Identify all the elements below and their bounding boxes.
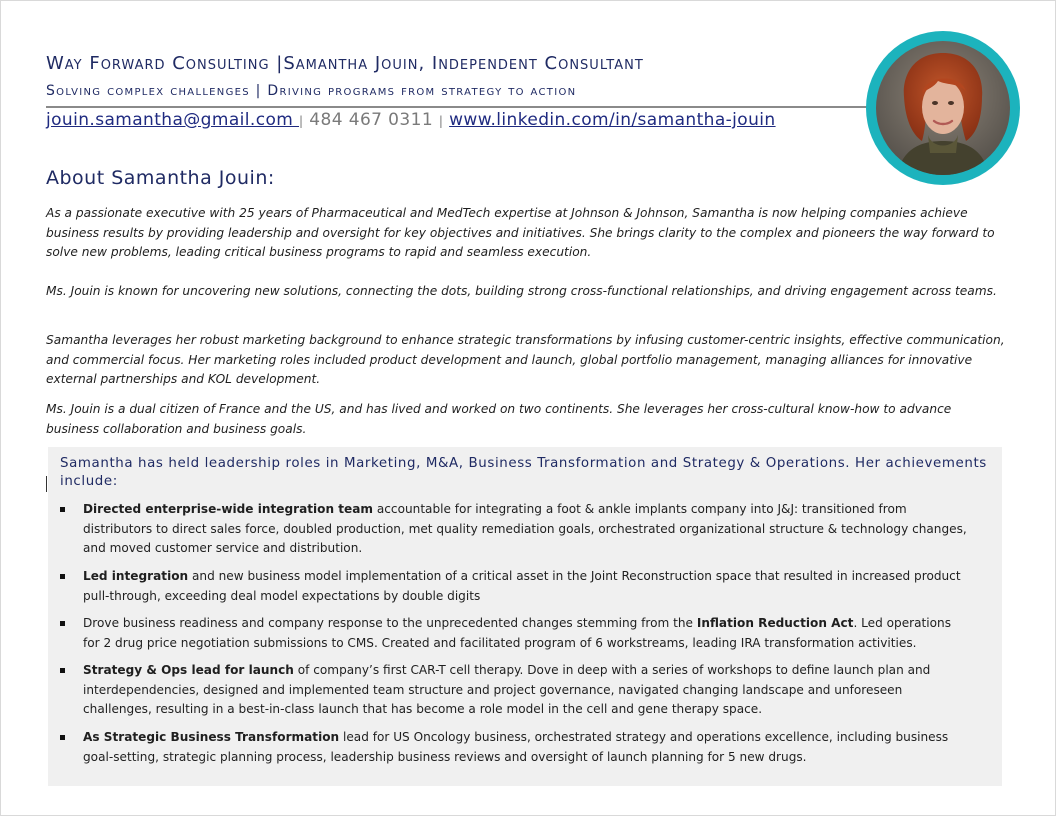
achievement-body: . Led operations for 2 drug price negotiation submissions to CMS. Created and facilitated program of 6 workstreams, leading IRA transformation activities. — [83, 616, 951, 650]
header-divider — [46, 106, 868, 108]
phone-number: 484 467 0311 — [303, 110, 434, 130]
contact-separator: | — [299, 114, 304, 128]
achievement-text — [83, 567, 970, 606]
linkedin-link[interactable]: www.linkedin.com/in/samantha-jouin — [449, 110, 776, 130]
bullet-square-icon — [60, 735, 65, 740]
achievement-text — [83, 614, 970, 653]
achievement-text — [83, 500, 970, 559]
about-paragraph: As a passionate executive with 25 years of Pharmaceutical and MedTech expertise at Johnson & Johnson, Samantha is now helping companies achieve business results by providing leadership and oversight for key objectives and initiatives. She brings clarity to the complex and pioneers the way forward to solve new problems, leading critical business programs to rapid and seamless execution. — [46, 206, 995, 260]
achievement-body: lead for US Oncology business, orchestrated strategy and operations excellence, including business goal-setting, strategic planning process, leadership business reviews and oversight of launch planning for 5 new drugs. — [83, 730, 949, 764]
bullet-square-icon — [60, 621, 65, 626]
portrait-photo — [876, 41, 1010, 175]
email-link[interactable]: jouin.samantha@gmail.com — [46, 110, 300, 130]
achievement-body: of company’s first CAR-T cell therapy. Dove in deep with a series of workshops to define launch plan and interdependencies, designed and implemented team structure and project governance, navigated changing landscape and unforeseen challenges, resulting in a best-in-class launch that has become a role model in the cell and gene therapy space. — [83, 663, 931, 716]
achievement-lead: Strategy & Ops lead for launch — [83, 663, 294, 677]
profile-photo-frame — [866, 31, 1020, 185]
header-title: Way Forward Consulting |Samantha Jouin, Independent Consultant — [46, 53, 644, 74]
about-heading: About Samantha Jouin: — [46, 167, 275, 189]
achievement-item — [60, 567, 970, 606]
achievement-text — [83, 728, 970, 767]
achievement-item — [60, 614, 970, 653]
header-tagline: Solving complex challenges | Driving programs from strategy to action — [46, 83, 577, 99]
portrait-photo-icon — [876, 41, 1010, 175]
about-paragraph: Ms. Jouin is known for uncovering new solutions, connecting the dots, building strong cross-functional relationships, and driving engagement across teams. — [46, 284, 997, 298]
achievement-text — [83, 661, 970, 720]
text-cursor — [46, 476, 47, 492]
achievements-heading: Samantha has held leadership roles in Marketing, M&A, Business Transformation and Strategy & Operations. Her achievements include: — [60, 456, 987, 489]
achievement-item — [60, 500, 970, 559]
achievement-lead: Directed enterprise-wide integration team — [83, 502, 374, 516]
about-paragraph: Ms. Jouin is a dual citizen of France and the US, and has lived and worked on two continents. She leverages her cross-cultural know-how to advance business collaboration and business goals. — [46, 402, 952, 436]
bullet-square-icon — [60, 668, 65, 673]
achievement-lead: Inflation Reduction Act — [696, 616, 854, 630]
contact-separator: | — [438, 114, 444, 128]
contact-row — [46, 110, 776, 130]
achievement-item — [60, 661, 970, 720]
bullet-square-icon — [60, 507, 65, 512]
bullet-square-icon — [60, 574, 65, 579]
achievement-lead: As Strategic Business Transformation — [83, 730, 340, 744]
achievement-body: and new business model implementation of a critical asset in the Joint Reconstruction space that resulted in increased product pull-through, exceeding deal model expectations by double digits — [83, 569, 961, 603]
achievement-pre: Drove business readiness and company response to the unprecedented changes stemming from the — [83, 616, 697, 630]
achievement-lead: Led integration — [83, 569, 189, 583]
achievement-body: accountable for integrating a foot & ankle implants company into J&J: transitioned from distributors to direct sales force, doubled production, met quality remediation goals, orchestrated organizational structure & technology changes, and moved customer service and distribution. — [83, 502, 967, 555]
about-paragraph: Samantha leverages her robust marketing background to enhance strategic transformations by infusing customer-centric insights, effective communication, and commercial focus. Her marketing roles included product development and launch, global portfolio management, managing alliances for innovative external partnerships and KOL development. — [46, 333, 1005, 387]
achievement-item — [60, 728, 970, 767]
